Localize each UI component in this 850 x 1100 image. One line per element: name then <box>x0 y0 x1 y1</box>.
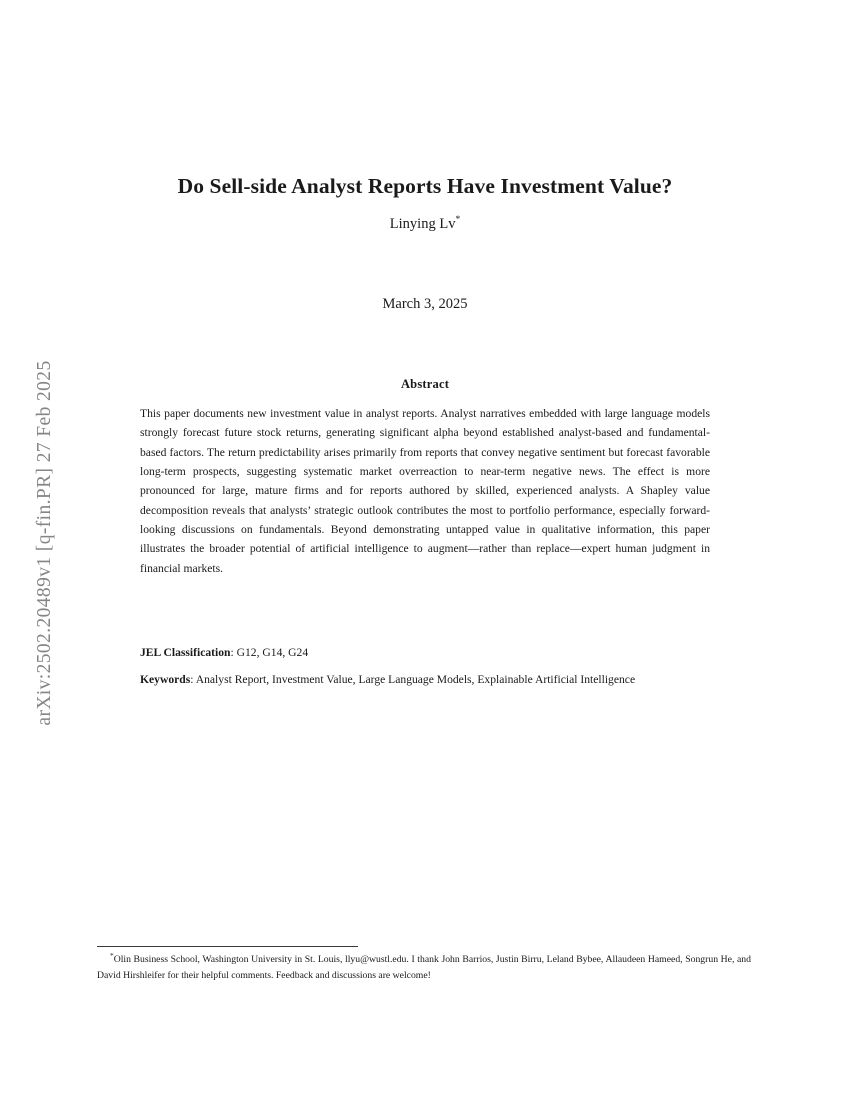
footnote-text: Olin Business School, Washington University in St. Louis, llyu@wustl.edu. I thank John Barrios, Justin Birru, Leland Bybee, Allaudeen Hameed, Songrun He, and David Hirshleifer for their helpful comments. Feedback and discussions are welcome! <box>97 954 751 982</box>
author-footnote-marker: * <box>455 215 461 226</box>
keywords-label: Keywords <box>140 673 191 686</box>
keywords-value: : Analyst Report, Investment Value, Large Language Models, Explainable Artificial Intelligence <box>190 673 636 686</box>
jel-classification-label: JEL Classification <box>140 646 231 659</box>
footnote-marker: * <box>110 950 114 960</box>
publication-date: March 3, 2025 <box>382 296 468 312</box>
keywords <box>140 670 710 689</box>
author-line <box>70 214 780 234</box>
jel-classification-value: : G12, G14, G24 <box>230 646 309 659</box>
footnote <box>97 952 751 985</box>
page-title: Do Sell-side Analyst Reports Have Investment Value? <box>177 174 673 199</box>
abstract-heading: Abstract <box>400 377 450 391</box>
arxiv-identifier-stamp: arXiv:2502.20489v1 [q-fin.PR] 27 Feb 2025 <box>34 360 55 726</box>
author-name: Linying Lv <box>389 216 456 232</box>
footnote-divider <box>97 946 358 947</box>
jel-classification <box>140 643 710 662</box>
abstract-body: This paper documents new investment value in analyst reports. Analyst narratives embedded with large language models strongly forecast future stock returns, generating significant alpha beyond established analyst-based and fundamental-based factors. The return predictability arises primarily from reports that convey negative sentiment but forecast favorable long-term prospects, suggesting systematic market overreaction to near-term negative news. The effect is more pronounced for large, mature firms and for reports authored by skilled, experienced analysts. A Shapley value decomposition reveals that analysts’ strategic outlook contributes the most to portfolio performance, especially forward-looking discussions on fundamentals. Beyond demonstrating untapped value in qualitative information, this paper illustrates the broader potential of artificial intelligence to augment—rather than replace—expert human judgment in financial markets. <box>140 407 710 575</box>
